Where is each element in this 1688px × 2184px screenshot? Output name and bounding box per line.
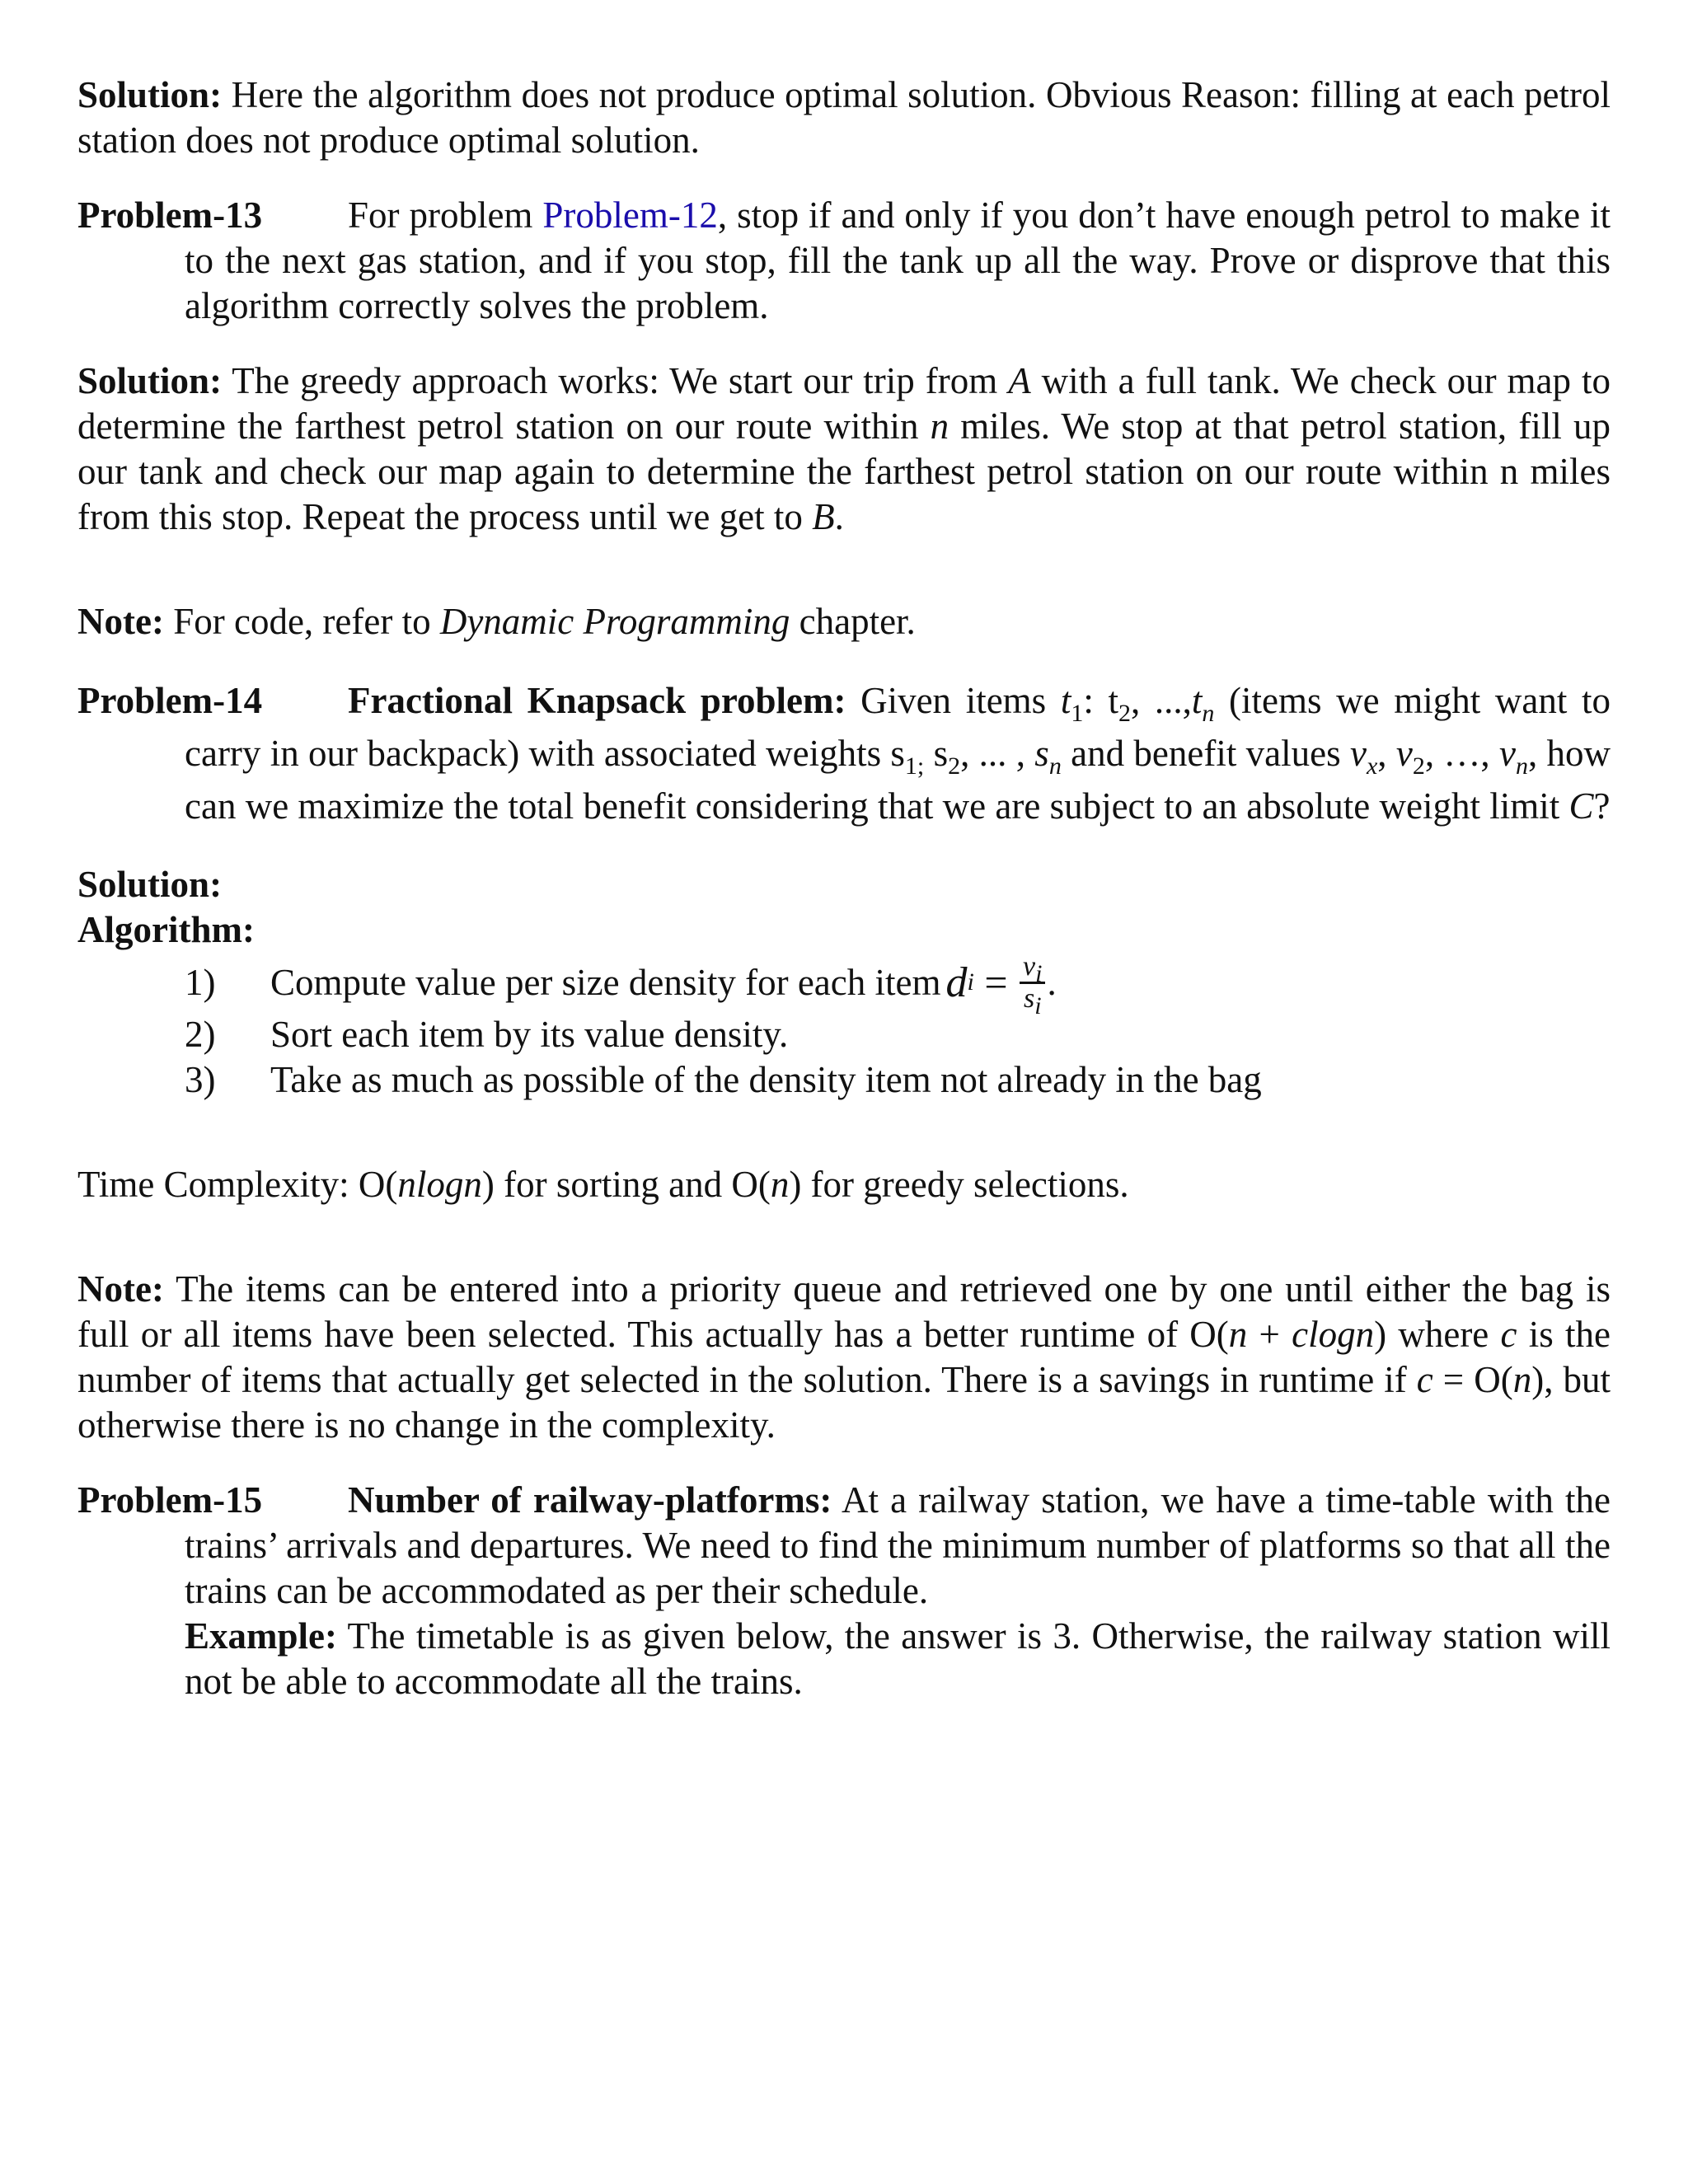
- step-number: 3): [185, 1059, 216, 1100]
- var-c: c: [1416, 1359, 1433, 1400]
- var-n: n: [930, 405, 950, 447]
- p15-text: At a railway station, we have a time-table with the trains’ arrivals and departures. We need to find the minimum number of platforms so that all the trains can be accommodated as per their schedule.: [185, 1479, 1611, 1611]
- note-text: +: [1247, 1314, 1292, 1355]
- subscript: i: [1034, 991, 1042, 1019]
- formula-fraction: [1020, 950, 1045, 1019]
- solution-13-text: .: [834, 496, 844, 537]
- subscript: n: [1202, 700, 1215, 727]
- var-s: s: [1034, 733, 1049, 774]
- subscript: i: [1035, 959, 1043, 987]
- var-t: t: [1060, 680, 1071, 721]
- var-clogn: clogn: [1292, 1314, 1375, 1355]
- problem-15-title: Number of railway-platforms:: [348, 1479, 832, 1521]
- solution-label: Solution:: [77, 74, 223, 115]
- subscript: 2: [948, 752, 961, 780]
- problem-15-example: [77, 1614, 1611, 1704]
- p14-text: , ...,: [1130, 680, 1192, 721]
- p14-text: ?: [1593, 785, 1611, 827]
- note-text: ) where: [1374, 1314, 1501, 1355]
- problem-13-text-pre: For problem: [348, 194, 543, 236]
- var-c: C: [1568, 785, 1594, 827]
- solution-13-text: The greedy approach works: We start our trip from: [222, 360, 1009, 401]
- p14-text: , how can we maximize the total benefit considering that we are subject to an absolute weight limit: [185, 733, 1611, 827]
- solution-13-text: with a full tank. We check our map to determine the farthest petrol station on our route within: [77, 360, 1611, 447]
- step-number: 2): [185, 1014, 216, 1055]
- subscript: 2: [1118, 700, 1131, 727]
- problem-15-label: Problem-15: [77, 1479, 263, 1521]
- problem-14-paragraph: [77, 674, 1611, 832]
- var-s: s: [1023, 982, 1035, 1014]
- document-page: [77, 73, 1611, 1704]
- tc-text: ) for greedy selections.: [789, 1164, 1129, 1205]
- problem-13-text-post: , stop if and only if you don’t have enough petrol to make it to the next gas station, and if you stop, fill the tank up all the way. Prove or disprove that this algorithm correctly solves the problem.: [185, 194, 1611, 326]
- var-n: n: [1512, 1359, 1532, 1400]
- var-v: v: [1349, 733, 1367, 774]
- subscript: x: [1366, 752, 1378, 780]
- algorithm-step: [185, 1012, 1611, 1057]
- algorithm-steps: [77, 950, 1611, 1103]
- tc-text: ) for sorting and O(: [481, 1164, 771, 1205]
- fraction-numerator: [1020, 950, 1045, 987]
- solution-12-paragraph: [77, 73, 1611, 163]
- dynamic-programming-ref: Dynamic Programming: [439, 601, 790, 642]
- formula-period: .: [1047, 961, 1057, 1003]
- problem-14-label: Problem-14: [77, 680, 263, 721]
- tc-nlogn: nlogn: [397, 1164, 482, 1205]
- note-label: Note:: [77, 601, 164, 642]
- var-t: t: [1191, 680, 1203, 721]
- step-text: Compute value per size density for each item: [270, 961, 941, 1003]
- p14-text: Given items: [846, 680, 1061, 721]
- note-priority-queue: [77, 1267, 1611, 1448]
- tc-n: n: [770, 1164, 790, 1205]
- p14-text: , ... ,: [960, 733, 1035, 774]
- subscript: n: [1515, 752, 1528, 780]
- var-c: c: [1500, 1314, 1517, 1355]
- point-a: A: [1008, 360, 1031, 401]
- var-v: v: [1498, 733, 1516, 774]
- problem-13-paragraph: [77, 193, 1611, 329]
- subscript: n: [1048, 752, 1062, 780]
- solution-text: Here the algorithm does not produce optimal solution. Obvious Reason: filling at each petrol station does not produce optimal solution.: [77, 74, 1611, 161]
- tc-text: Time Complexity: O(: [77, 1164, 398, 1205]
- problem-14-title: Fractional Knapsack problem:: [348, 680, 846, 721]
- note-text: ), but otherwise there is no change in the complexity.: [77, 1359, 1611, 1446]
- algorithm-label: Algorithm:: [77, 909, 255, 950]
- algorithm-step: [185, 1057, 1611, 1103]
- subscript: 2: [1412, 752, 1425, 780]
- note-text: = O(: [1432, 1359, 1513, 1400]
- subscript: 1;: [904, 752, 925, 780]
- point-b: B: [812, 496, 835, 537]
- solution-14-label: Solution:: [77, 864, 223, 905]
- p14-text: (items we might want to carry in our backpack) with associated weights s: [185, 680, 1611, 774]
- problem-12-link[interactable]: Problem-12: [542, 194, 718, 236]
- p14-text: ,: [1377, 733, 1396, 774]
- example-text: The timetable is as given below, the answer is 3. Otherwise, the railway station will not be able to accommodate all the trains.: [185, 1615, 1611, 1702]
- note-dynamic-programming: [77, 599, 1611, 644]
- p14-text: , …,: [1424, 733, 1499, 774]
- step-text: Sort each item by its value density.: [270, 1014, 789, 1055]
- var-n: n: [1228, 1314, 1248, 1355]
- solution-13-paragraph: [77, 359, 1611, 540]
- note-text: The items can be entered into a priority queue and retrieved one by one until either the bag is full or all items have been selected. This actually has a better runtime of O(: [77, 1268, 1611, 1355]
- formula-equals: =: [973, 958, 1019, 1005]
- var-v: v: [1023, 950, 1036, 982]
- formula-d: d: [945, 958, 968, 1006]
- note-text: chapter.: [790, 601, 916, 642]
- note-text: is the number of items that actually get selected in the solution. There is a savings in runtime if: [77, 1314, 1611, 1400]
- algorithm-step: [185, 950, 1611, 1019]
- step-text: Take as much as possible of the density item not already in the bag: [270, 1059, 1262, 1100]
- solution-13-text: miles. We stop at that petrol station, fill up our tank and check our map again to determine the farthest petrol station on our route within n miles from this stop. Repeat the process until we get to: [77, 405, 1611, 537]
- var-v: v: [1395, 733, 1413, 774]
- note-label: Note:: [77, 1268, 164, 1310]
- problem-15-paragraph: [77, 1478, 1611, 1614]
- note-text: For code, refer to: [163, 601, 440, 642]
- p14-text: : t: [1083, 680, 1118, 721]
- time-complexity: [77, 1162, 1611, 1207]
- density-formula: d i = $\frac{v_i}{s_i}$ .: [945, 950, 1057, 1019]
- p14-text: and benefit values: [1061, 733, 1350, 774]
- p14-text: s: [924, 733, 949, 774]
- step-number: 1): [185, 961, 216, 1003]
- solution-label: Solution:: [77, 360, 223, 401]
- example-label: Example:: [185, 1615, 337, 1657]
- subscript: 1: [1071, 700, 1084, 727]
- fraction-denominator: [1020, 982, 1045, 1019]
- problem-13-label: Problem-13: [77, 194, 263, 236]
